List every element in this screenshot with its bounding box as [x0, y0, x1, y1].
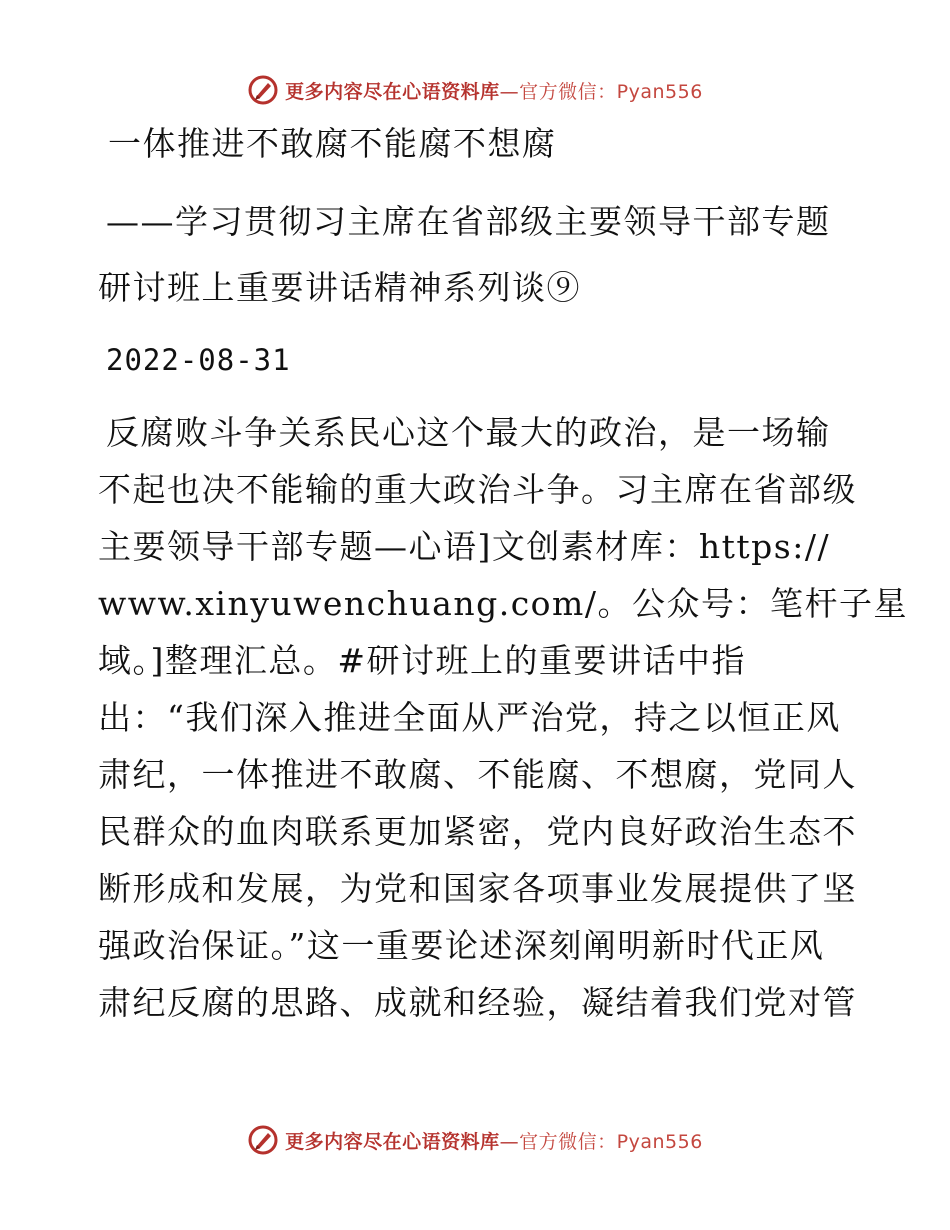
- banner-brand: 更多内容尽在心语资料库: [285, 80, 500, 103]
- header-watermark-banner: [0, 74, 950, 106]
- publish-date: 2022-08-31: [106, 343, 291, 377]
- banner-separator: —: [499, 80, 520, 103]
- subtitle-line-1: ——学习贯彻习主席在省部级主要领导干部专题: [106, 202, 831, 241]
- banner-separator: —: [499, 1130, 520, 1153]
- body-line: www.xinyuwenchuang.com/。公众号：笔杆子星: [98, 584, 908, 623]
- document-content: [98, 124, 908, 1031]
- page-title: 一体推进不敢腐不能腐不想腐: [108, 124, 557, 163]
- subtitle-line-2: 研讨班上重要讲话精神系列谈⑨: [98, 268, 581, 307]
- footer-watermark-banner: [0, 1124, 950, 1156]
- body-paragraph: [98, 404, 908, 1031]
- body-line: 出：“我们深入推进全面从严治党，持之以恒正风: [98, 698, 841, 737]
- banner-text: [285, 1127, 703, 1154]
- body-line: 主要领导干部专题—心语]文创素材库：https://: [98, 527, 831, 566]
- body-line: 不起也决不能输的重大政治斗争。习主席在省部级: [98, 470, 857, 509]
- pen-logo-icon: [247, 74, 279, 106]
- banner-text: [285, 77, 703, 104]
- body-line: 断形成和发展，为党和国家各项事业发展提供了坚: [98, 869, 857, 908]
- body-line: 域。]整理汇总。#研讨班上的重要讲话中指: [98, 641, 747, 680]
- body-line: 肃纪反腐的思路、成就和经验，凝结着我们党对管: [98, 983, 857, 1022]
- banner-brand: 更多内容尽在心语资料库: [285, 1130, 500, 1153]
- body-line: 肃纪，一体推进不敢腐、不能腐、不想腐，党同人: [98, 755, 857, 794]
- body-line: 反腐败斗争关系民心这个最大的政治，是一场输: [106, 413, 831, 452]
- pen-logo-icon: [247, 1124, 279, 1156]
- banner-wechat: 官方微信：Pyan556: [519, 1130, 703, 1153]
- body-line: 民群众的血肉联系更加紧密，党内良好政治生态不: [98, 812, 857, 851]
- body-line: 强政治保证。”这一重要论述深刻阐明新时代正风: [98, 926, 825, 965]
- banner-wechat: 官方微信：Pyan556: [519, 80, 703, 103]
